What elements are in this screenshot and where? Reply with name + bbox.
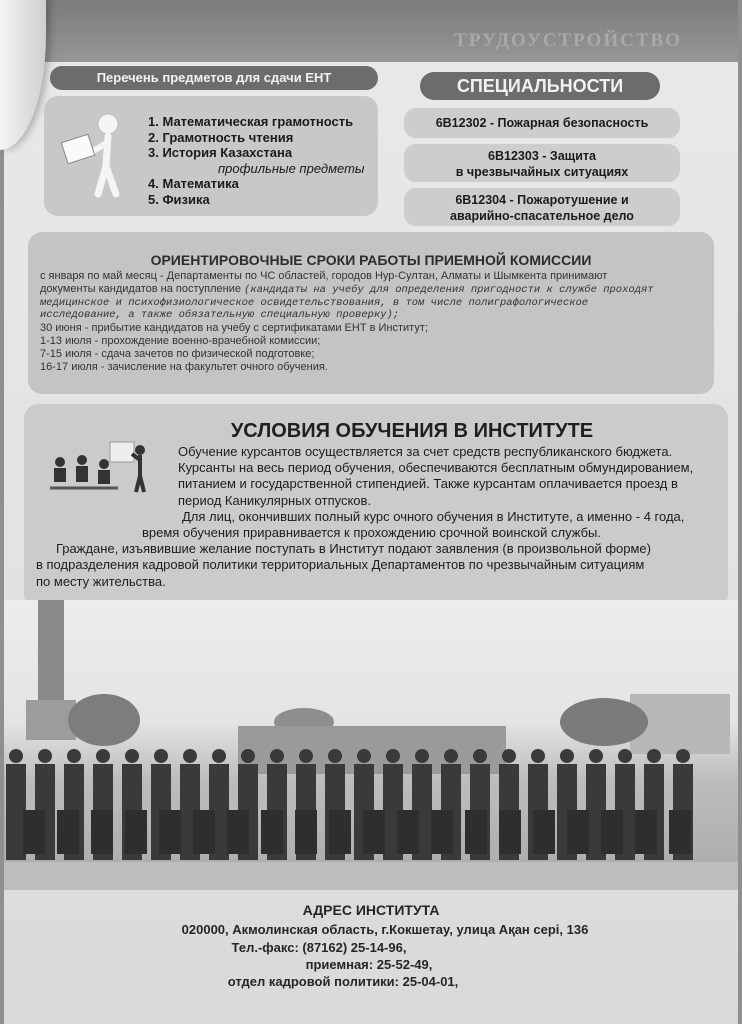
commission-line: 1-13 июля - прохождение военно-врачебной комиссии; <box>40 334 321 347</box>
commission-line: медицинское и психофизиологическое освидетельствования, в том числе полиграфологическое <box>40 296 589 309</box>
subjects-heading: Перечень предметов для сдачи ЕНТ <box>50 66 378 90</box>
person-figure <box>23 810 45 854</box>
person-figure <box>57 810 79 854</box>
subject-item: 5. Физика <box>148 191 210 207</box>
person-figure <box>9 749 23 763</box>
person-figure <box>397 810 419 854</box>
person-figure <box>38 749 52 763</box>
commission-line-part: (кандидаты на учебу для определения пригодности к службе проходят <box>244 283 654 296</box>
person-figure <box>125 810 147 854</box>
person-figure <box>618 749 632 763</box>
specialties-heading: СПЕЦИАЛЬНОСТИ <box>420 72 660 100</box>
person-figure <box>567 810 589 854</box>
commission-line <box>40 283 712 297</box>
address-line: 020000, Акмолинская область, г.Кокшетау, улица Ақан серi, 136 <box>181 922 589 937</box>
person-figure <box>261 810 283 854</box>
commission-heading: ОРИЕНТИРОВОЧНЫЕ СРОКИ РАБОТЫ ПРИЕМНОЙ КОМИССИИ <box>150 252 592 268</box>
header-title-fragment: ТРУДОУСТРОЙСТВО <box>454 30 682 51</box>
address-hr: отдел кадровой политики: 25-04-01, <box>227 974 459 989</box>
address-reception: приемная: 25-52-49, <box>305 957 433 972</box>
person-figure <box>295 810 317 854</box>
conditions-line: питанием и государственной стипендией. Также курсантам оплачивается проезд в <box>178 476 678 492</box>
conditions-line: Граждане, изъявившие желание поступать в Институт подают заявления (в произвольной форме) <box>56 541 651 557</box>
group-photo-image <box>4 600 738 890</box>
specialty-card <box>404 144 680 182</box>
address-heading: АДРЕС ИНСТИТУТА <box>302 902 440 918</box>
specialty-line: в чрезвычайных ситуациях <box>455 165 629 179</box>
person-figure <box>386 749 400 763</box>
person-figure <box>635 810 657 854</box>
person-figure <box>193 810 215 854</box>
commission-line: 7-15 июля - сдача зачетов по физической подготовке; <box>40 347 315 360</box>
address-phone: Тел.-факс: (87162) 25-14-96, <box>231 940 407 955</box>
conditions-line: Обучение курсантов осуществляется за счет средств республиканского бюджета. <box>178 444 673 459</box>
person-figure <box>159 810 181 854</box>
person-figure <box>473 749 487 763</box>
person-figure <box>299 749 313 763</box>
person-figure <box>125 749 139 763</box>
commission-line: 16-17 июля - зачисление на факультет очного обучения. <box>40 360 328 373</box>
person-figure <box>589 749 603 763</box>
person-figure <box>647 749 661 763</box>
person-figure <box>91 810 113 854</box>
person-figure <box>499 810 521 854</box>
subjects-panel <box>44 96 378 216</box>
commission-text <box>40 270 712 373</box>
person-figure <box>328 749 342 763</box>
specialty-line: 6B12302 - Пожарная безопасность <box>435 116 649 130</box>
person-figure <box>212 749 226 763</box>
profile-subjects-label: профильные предметы <box>218 160 365 176</box>
person-figure <box>669 810 691 854</box>
specialty-line: 6B12303 - Защита <box>488 149 596 163</box>
commission-line-part: документы кандидатов на поступление <box>40 282 241 295</box>
conditions-line: период Каникулярных отпусков. <box>178 492 372 508</box>
person-figure <box>415 749 429 763</box>
person-figure <box>363 810 385 854</box>
conditions-line: в подразделения кадровой политики территориальных Департаментов по чрезвычайным ситуациям <box>36 557 645 573</box>
commission-line: с января по май месяц - Департаменты по ЧС областей, городов Нур-Султан, Алматы и Шымкента принимают <box>40 270 608 282</box>
subject-item: 2. Грамотность чтения <box>148 129 294 145</box>
specialty-line: 6B12304 - Пожаротушение и <box>455 193 629 207</box>
person-figure <box>329 810 351 854</box>
person-figure <box>96 749 110 763</box>
conditions-text <box>36 444 726 590</box>
person-figure <box>431 810 453 854</box>
person-figure <box>183 749 197 763</box>
header-band <box>34 0 738 62</box>
conditions-line: по месту жительства. <box>36 573 166 589</box>
commission-line: 30 июня - прибытие кандидатов на учебу с сертификатами ЕНТ в Институт; <box>40 322 428 335</box>
subjects-list <box>148 114 364 207</box>
person-figure <box>560 749 574 763</box>
person-figure <box>444 749 458 763</box>
person-figure <box>154 749 168 763</box>
subject-item: 1. Математическая грамотность <box>148 114 354 129</box>
person-figure <box>502 749 516 763</box>
person-figure <box>227 810 249 854</box>
group-photo <box>4 600 738 890</box>
conditions-line: Для лиц, окончивших полный курс очного обучения в Институте, а именно - 4 года, <box>182 508 685 524</box>
conditions-line: Курсанты на весь период обучения, обеспечиваются бесплатным обмундированием, <box>178 460 694 476</box>
person-figure <box>465 810 487 854</box>
person-figure <box>241 749 255 763</box>
commission-line: исследование, а также обязательную специальную проверку); <box>40 309 400 322</box>
person-figure <box>67 749 81 763</box>
person-figure <box>676 749 690 763</box>
person-figure <box>357 749 371 763</box>
person-with-board-icon <box>58 108 128 198</box>
subject-item: 4. Математика <box>148 176 239 191</box>
person-figure <box>531 749 545 763</box>
conditions-line: время обучения приравнивается к прохождению срочной воинской службы. <box>142 525 602 541</box>
subject-item: 3. История Казахстана <box>148 145 293 160</box>
specialty-line: аварийно-спасательное дело <box>450 209 634 223</box>
person-figure <box>270 749 284 763</box>
specialty-card <box>404 108 680 138</box>
person-figure <box>601 810 623 854</box>
conditions-heading: УСЛОВИЯ ОБУЧЕНИЯ В ИНСТИТУТЕ <box>230 420 594 442</box>
person-figure <box>533 810 555 854</box>
specialty-card <box>404 188 680 226</box>
